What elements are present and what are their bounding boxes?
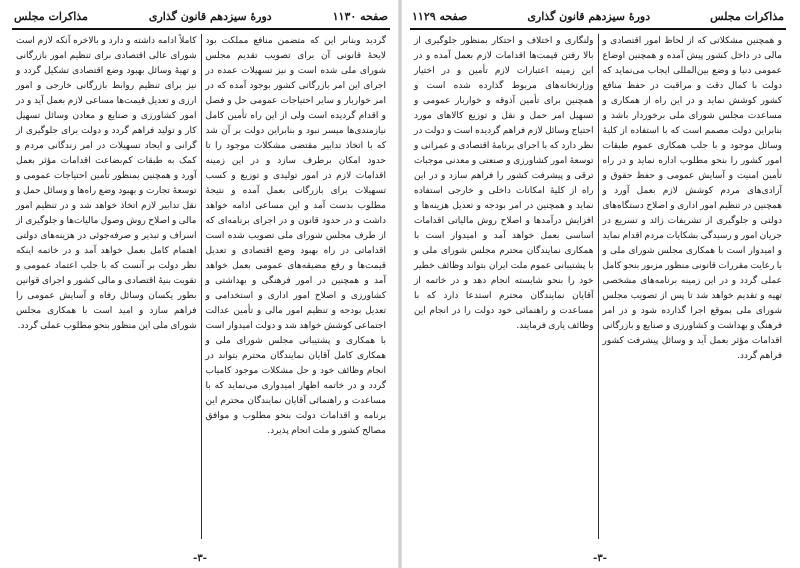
header-rule [12,28,390,30]
journal-title: دورهٔ سیزدهم قانون گذاری [527,9,651,23]
page-number-label: صفحه ۱۱۲۹ [412,9,468,23]
text-columns [12,34,390,539]
running-head [12,6,390,26]
column-text: ولنگاری و اختلاف و احتکار بمنظور جلوگیری از بالا رفتن قیمت‌ها اقدامات لازم بعمل آمده و در این زمینه اعتبارات لازم تأمین و در اختیار وزارتخانه‌های مربوط گذارده شده است و همچنین برای تأمین آذوقه و خواربار عمومی و تسهیل امر حمل و نقل و توزیع کالاهای مورد احتیاج وسائل لازم فراهم گردیده است و دولت در نظر دارد که با اجرای برنامهٔ اقتصادی و عمرانی و توسعهٔ امور کشاورزی و صنعتی و معدنی موجبات ترقی و پیشرفت کشور را فراهم سازد و در این راه از کلیهٔ امکانات داخلی و خارجی استفاده نماید و همچنین در امر بودجه و تعدیل هزینه‌ها و افزایش درآمدها و اصلاح روش مالیاتی اقدامات اساسی بعمل خواهد آمد و امیدوار است با همکاری نمایندگان محترم مجلس شورای ملی و با پشتیبانی عموم ملت ایران بتواند وظائف خطیر خود را بنحو شایسته انجام دهد و در خاتمه از آقایان نمایندگان محترم استدعا دارد که با مساعدت و راهنمائی خود دولت را در انجام این وظائف یاری فرمایند. [414,36,594,331]
folio-number: -۳- [593,553,607,564]
column-divider [201,34,202,539]
column-left [410,34,598,539]
column-left [12,34,201,539]
journal-title: دورهٔ سیزدهم قانون گذاری [148,9,272,23]
column-text: کاملاً ادامه داشته و دارد و بالاخره آنکه لازم است شورای عالی اقتصادی برای تنظیم امور بازرگانی و تهیهٔ وسائل بهبود وضع اقتصادی تشکیل گردد و نیز برای تنظیم روابط بازرگانی خارجی و امور ارزی و تعدیل قیمت‌ها مساعی لازم بعمل آید و در امور کشاورزی و صنایع و معادن وسائل تسهیل کار و تولید فراهم گردد و دولت برای جلوگیری از گرانی و ایجاد تسهیلات در امر زندگانی مردم و کمک به طبقات کم‌بضاعت اقدامات مؤثر بعمل آورد و همچنین بمنظور تأمین احتیاجات عمومی و توسعهٔ تجارت و بهبود وضع راه‌ها و وسائل حمل و نقل تدابیر لازم اتخاذ خواهد شد و در تنظیم امور مالی و اصلاح روش وصول مالیات‌ها و جلوگیری از اسراف و تبذیر و صرفه‌جوئی در هزینه‌های دولتی اهتمام کامل بعمل خواهد آمد و در خاتمه اینکه نظر دولت بر آنست که با جلب اعتماد عمومی و تقویت بنیهٔ اقتصادی و مالی کشور و اجرای قوانین بطور یکسان وسائل رفاه و آسایش عمومی را فراهم سازد و امید است با همکاری مجلس شورای ملی این منظور بنحو مطلوب عملی گردد. [16,36,197,331]
column-text: گردید وبنابر این که متضمن منافع مملکت بود لایحهٔ قانونی آن برای تصویب تقدیم مجلس شورای ملی شده است و نیز تسهیلات عمده در اجرای این امر بازرگانی کشور بوجود آمده که در امر خواربار و سایر احتیاجات عمومی حل و فصل و اقدام گردیده است ولی از این راه تأمین کامل نیازمندی‌ها میسر نبود و بنابراین دولت بر آن شد که با اتخاذ تدابیر مقتضی مشکلات موجود را تا حدود امکان برطرف سازد و در این زمینه اقدامات لازم در امور تولیدی و توزیع و کسب تسهیلات برای بازرگانی بعمل آمده و نتیجهٔ مطلوب بدست آمد و این مساعی ادامه خواهد داشت و در حدود قانون و در اجرای برنامه‌ای که از طرف مجلس شورای ملی تصویب شده است اقداماتی در راه بهبود وضع اقتصادی و تعدیل قیمت‌ها و رفع مضیقه‌های عمومی بعمل خواهد آمد و همچنین در امور فرهنگی و بهداشتی و کشاورزی و اصلاح امور اداری و استخدامی و تعدیل بودجه و تنظیم امور مالی و تأمین عدالت اجتماعی کوشش خواهد شد و دولت امیدوار است با همکاری و پشتیبانی مجلس شورای ملی و همکاری کامل آقایان نمایندگان محترم بتواند در انجام وظائف خود و حل مشکلات موجود کامیاب گردد و در خاتمه اظهار امیدواری می‌نماید که با مساعدت و راهنمائی آقایان نمایندگان محترم این برنامه و اقدامات دولت بنحو مطلوب و موافق مصالح کشور و ملت انجام پذیرد. [205,36,386,436]
section-title: مذاکرات مجلس [14,9,88,23]
right-page [400,0,800,568]
folio-number: -۳- [193,553,207,564]
section-title: مذاکرات مجلس [710,9,784,23]
running-head [410,6,786,26]
text-columns [410,34,786,539]
header-rule [410,28,786,30]
column-divider [598,34,599,539]
column-right [599,34,787,539]
column-right [202,34,391,539]
column-text: و همچنین مشکلاتی که از لحاظ امور اقتصادی و مالی در داخل کشور پیش آمده و همچنین اوضاع عمومی دنیا و وضع بین‌المللی ایجاب می‌نماید که دولت با کمال دقت و مراقبت در حفظ منافع کشور کوشش نماید و در این راه از همکاری و مساعدت مجلس شورای ملی برخوردار باشد و بنابراین دولت مصمم است که با استفاده از کلیهٔ وسائل موجود و با جلب همکاری عموم طبقات امور کشور را بنحو مطلوب اداره نماید و در راه تأمین امنیت و آسایش عمومی و حفظ حقوق و آزادی‌های مردم کوشش لازم بعمل آورد و همچنین در تنظیم امور اداری و اصلاح دستگاه‌های دولتی و جلوگیری از تشریفات زائد و تسریع در جریان امور و رسیدگی بشکایات مردم اقدام نماید و امیدوار است با همکاری مجلس شورای ملی و با رعایت مقررات قانونی منظور مزبور بنحو کامل عملی گردد و در این زمینه برنامه‌های مشخصی تهیه و تقدیم خواهد شد تا پس از تصویب مجلس شورای ملی بموقع اجرا گذارده شود و در امر فرهنگ و بهداشت و کشاورزی و صنایع و بازرگانی اقدامات مؤثر بعمل آید و وسائل پیشرفت کشور فراهم گردد. [602,36,782,361]
page-number-label: صفحه ۱۱۳۰ [332,9,388,23]
